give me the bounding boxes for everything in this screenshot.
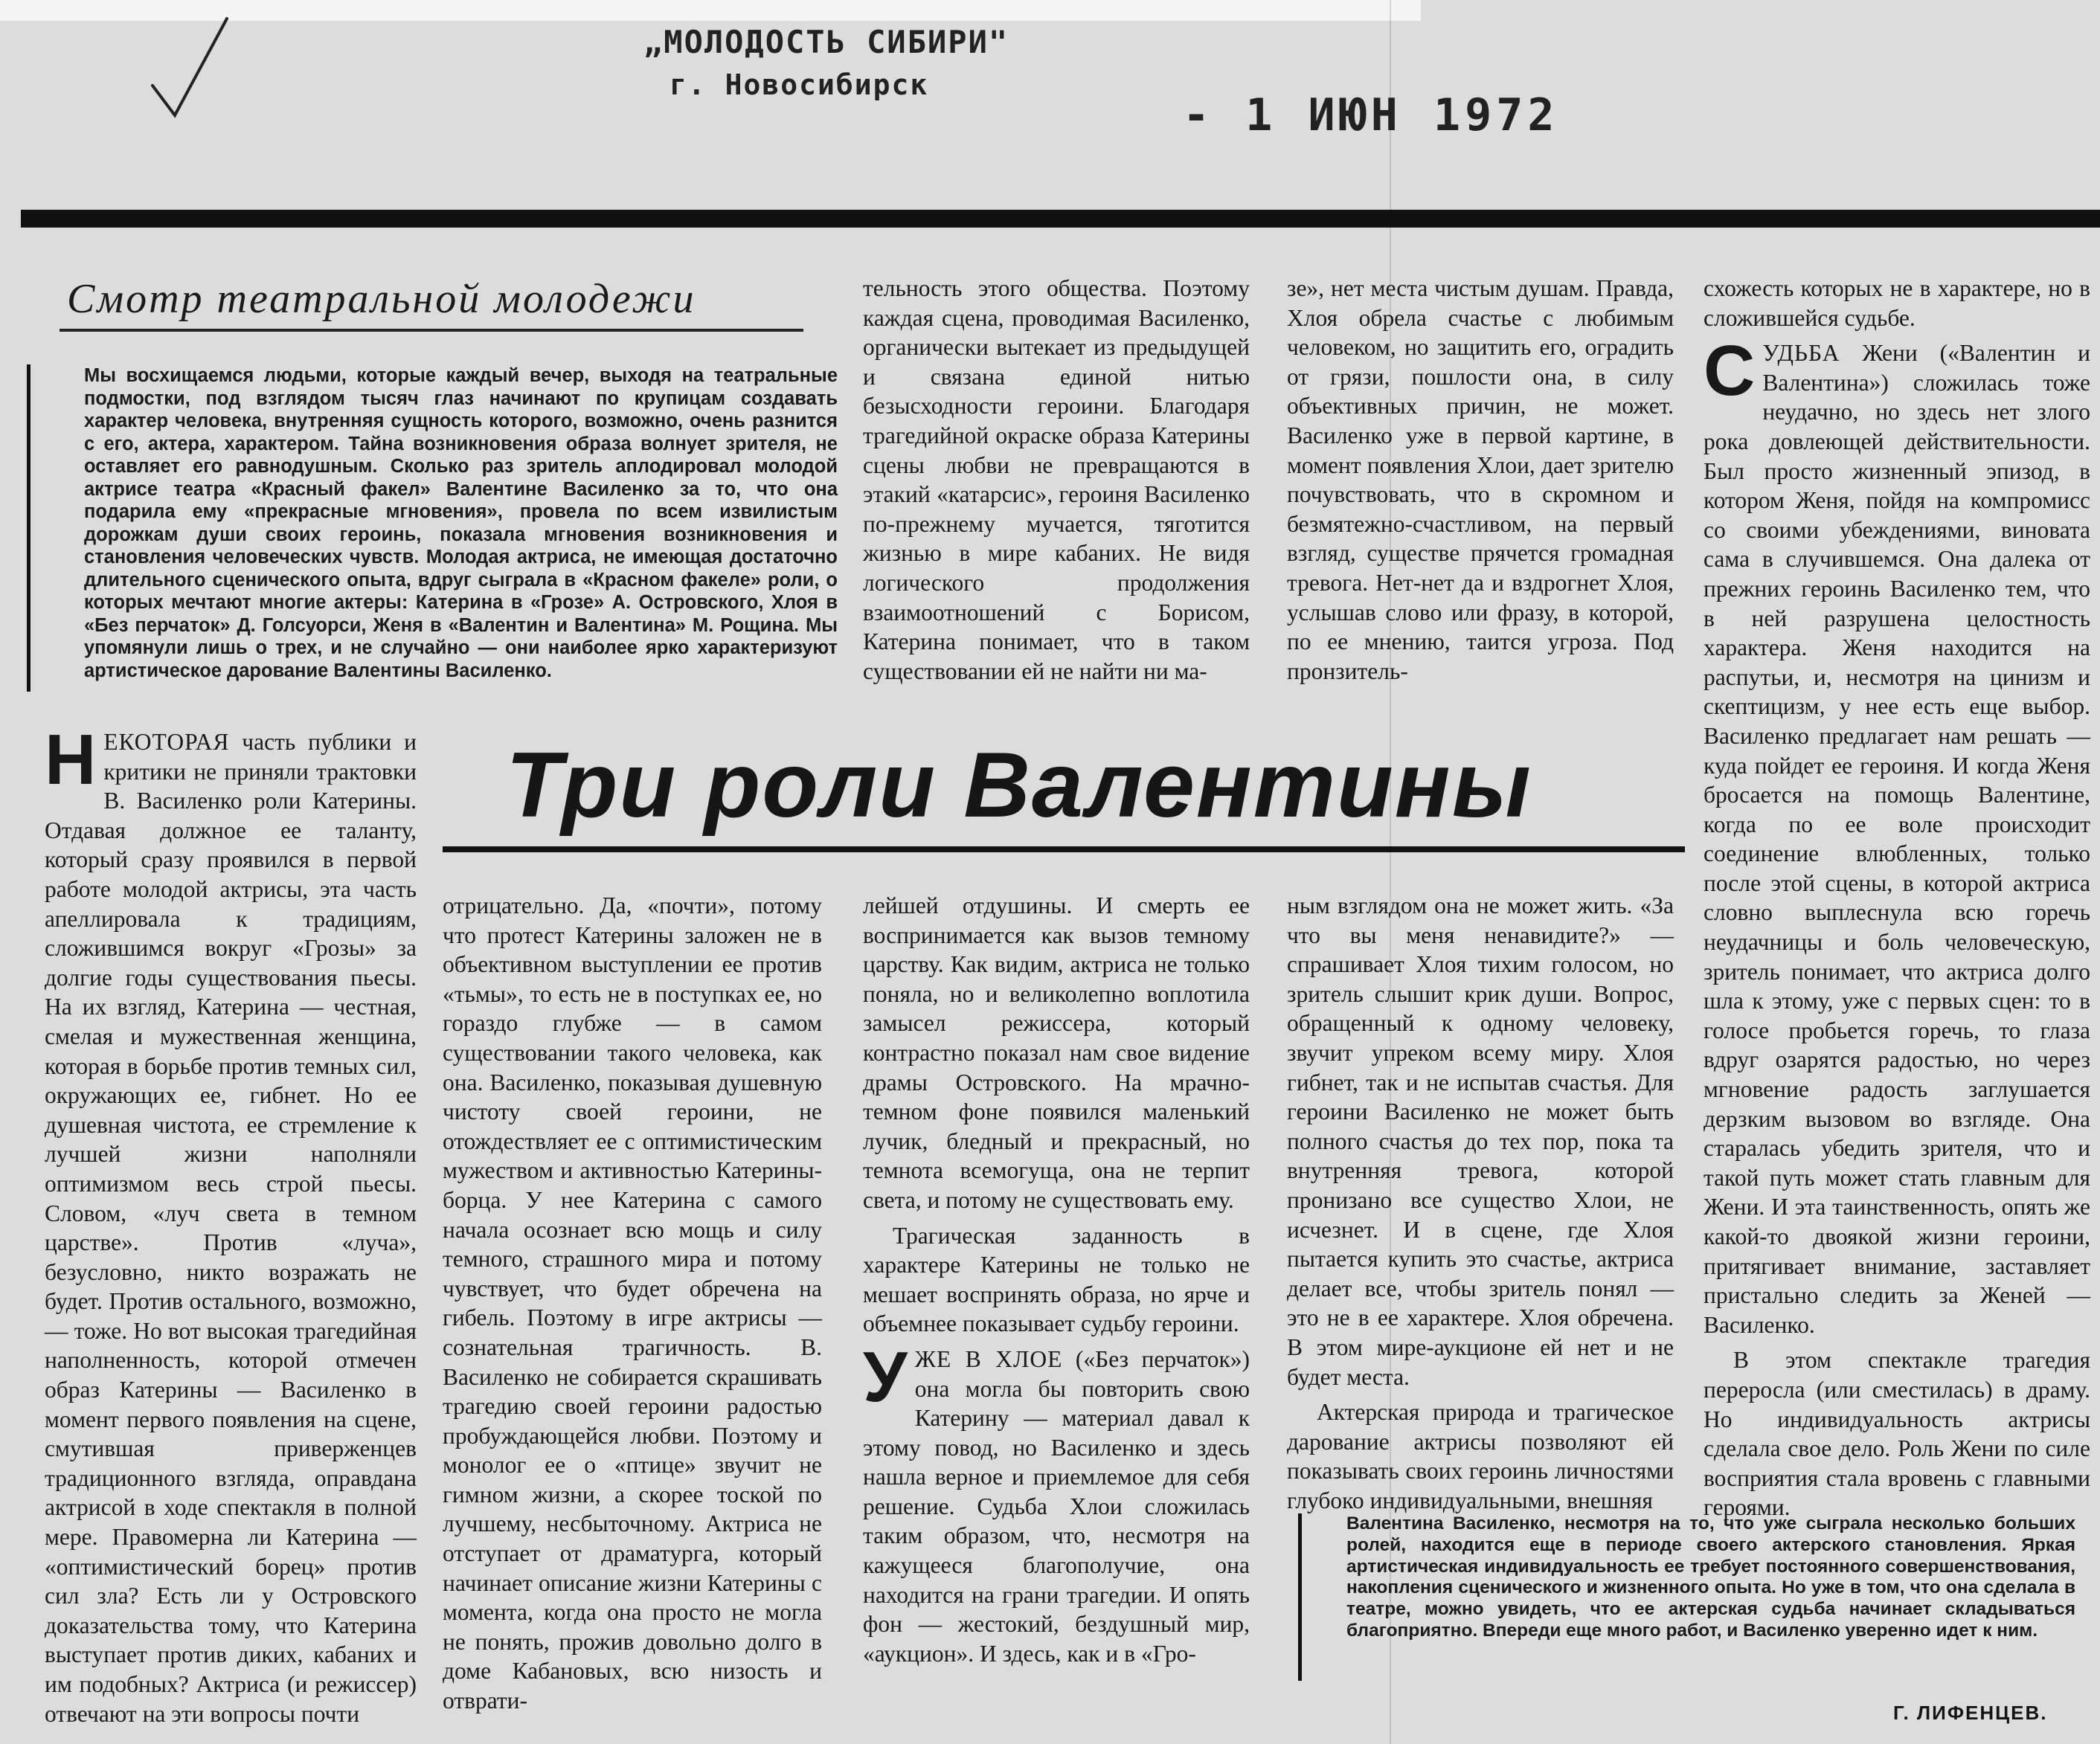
column-text: зе», нет места чистым душам. Правда, Хлоя обрела счастье с любимым человеком, но защитить его, оградить от грязи, пошлости она, в силу объективных причин, не может. Василенко уже в первой картине, в момент появления Хлои, дает зрителю почувствовать, что в скромном и безмятежно-счастливом, на первый взгляд, существе прячется громадная тревога. Нет-нет да и вздрогнет Хлоя, услышав слово или фразу, в которой, по ее мнению, таится угроза. Под пронзитель- bbox=[1287, 275, 1674, 684]
newspaper-name-stamp: „МОЛОДОСТЬ СИБИРИ" bbox=[643, 24, 1009, 60]
column-text: Жени («Валентин и Валентина») сложилась тоже неудачно, но здесь нет злого рока довлеющей действительности. Был просто жизненный эпизод, в котором Женя, пойдя на компромисс со своими убеждениями, виновата сама в случившемся. Она далека от прежних героинь Василенко тем, что в ней разрушена целостность характера. Женя находится на распутьи, и, несмотря на цинизм и скептицизм, у нее есть еще выбор. Василенко предлагает нам решать — куда пойдет ее героиня. И когда Женя бросается на помощь Валентине, когда по ее воле происходит соединение влюбленных, только после этой сцены, в которой актриса словно выплеснула всю горечь неудачницы и боль человеческую, зритель понимает, что актриса долго шла к этому, уже с первых сцен: то в голосе пробьется горечь, то глаза вдруг озарятся радостью, но через мгновение радость заглушается дерзким вызовом во взгляде. Она старалась убедить зрителя, что и такой путь может стать главным для Жени. И эта таинственность, опять же какой-то двоякой жизни героини, притягивает внимание, заставляет пристально следить за Женей — Василенко. bbox=[1704, 340, 2090, 1338]
column-1 bbox=[45, 720, 417, 1734]
column-2 bbox=[443, 891, 822, 1722]
column-4-top bbox=[1287, 274, 1674, 692]
column-text: («Без перчаток») она могла бы повторить свою Катерину — материал давал к этому повод, но Василенко и здесь нашла верное и приемлемое для себя решение. Судьба Хлои сложилась таким образом, что, несмотря на кажущееся благополучие, она находится на грани трагедии. И опять фон — жестокий, бездушный мир, «аукцион». И здесь, как и в «Гро- bbox=[863, 1345, 1250, 1667]
lead-paragraph: Мы восхищаемся людьми, которые каждый вечер, выходя на театральные подмостки, под взглядом тысяч глаз начинают по крупицам создавать характер человека, внутренняя сущность которого, возможно, очень разнится с его, актера, характером. Тайна возникновения образа волнует зрителя, не оставляет его равнодушным. Сколько раз зритель аплодировал молодой актрисе театра «Красный факел» Валентине Василенко за то, что она подарила ему «прекрасные мгновения», провела по всем извилистым дорожкам души своих героинь, показала мгновения возникновения и становления человеческих чувств. Молодая актриса, не имеющая достаточно длительного сценического опыта, вдруг сыграла в «Красном факеле» роли, о которых мечтают многие актеры: Катерина в «Грозе» А. Островского, Хлоя в «Без перчаток» Д. Голсуорси, Женя в «Валентин и Валентина» М. Рощина. Мы упомянули лишь о трех, и не случайно — они наиболее ярко характеризуют артистическое дарование Валентины Василенко. bbox=[27, 364, 838, 692]
rubric-title: Смотр театральной молодежи bbox=[67, 276, 696, 322]
column-4-bottom bbox=[1287, 891, 1674, 1521]
author-signature: Г. ЛИФЕНЦЕВ. bbox=[1893, 1702, 2048, 1724]
column-text: Трагическая заданность в характере Катерины не только не мешает воспринять образа, но ярче и объемнее показывает судьбу героини. bbox=[863, 1222, 1250, 1337]
headline-rule bbox=[443, 846, 1685, 852]
date-stamp: - 1 ИЮН 1972 bbox=[1183, 89, 1559, 141]
top-rule bbox=[21, 210, 2100, 228]
column-text: отрицательно. Да, «почти», потому что протест Катерины заложен не в объективном выступлении ее против «тьмы», то есть не в поступках ее, но гораздо глубже — в самом существовании такого человека, как она. Василенко, показывая душевную чистоту своей героини, не отождествляет ее с оптимистическим мужеством и активностью Катерины-борца. У нее Катерина с самого начала осознает всю мощь и силу темного, страшного мира и потому чувствует, что будет обречена на гибель. Поэтому в игре актрисы — сознательная трагичность. В. Василенко не собирается скрашивать трагедию своей героини радостью пробуждающейся любви. Поэтому и монолог ее о «птице» звучит не гимном жизни, а скорее тоской по лучшему, несбыточному. Актриса не отступает от драматурга, который начинает описание жизни Катерины с момента, когда она просто не могла не понять, прожив довольно долго в доме Кабановых, всю низость и отврати- bbox=[443, 892, 822, 1714]
rubric-underline bbox=[60, 329, 803, 332]
column-text: лейшей отдушины. И смерть ее воспринимается как вызов темному царству. Как видим, актриса не только поняла, но и великолепно воплотила замысел режиссера, который контрастно показал нам свое видение драмы Островского. На мрачно-темном фоне появился маленький лучик, бледный и прекрасный, но темнота всемогуща, она не терпит света, и потому не существовать ему. bbox=[863, 892, 1250, 1213]
column-3-top bbox=[863, 274, 1250, 692]
section-caps: УДЬБА bbox=[1762, 340, 1840, 367]
column-text: Актерская природа и трагическое дарование актрисы позволяют ей показывать своих героинь личностями глубоко индивидуальными, внешняя bbox=[1287, 1399, 1674, 1513]
column-text: тельность этого общества. Поэтому каждая сцена, проводимая Василенко, органически вытекает из предыдущей и связана единой нитью безысходности героини. Благодаря трагедийной окраске образа Катерины сцены любви не превращаются в этакий «катарсис», героиня Василенко по-прежнему мучается, тяготится жизнью в мире кабаних. Не видя логического продолжения взаимоотношений с Борисом, Катерина понимает, что в таком существовании ей не найти ни ма- bbox=[863, 275, 1250, 684]
checkmark-icon bbox=[149, 15, 231, 119]
column-text: ным взглядом она не может жить. «За что вы меня ненавидите?» — спрашивает Хлоя тихим голосом, но зритель слышит крик души. Вопрос, обращенный к одному человеку, звучит упреком всему миру. Хлоя гибнет, так и не испытав счастья. Для героини Василенко не может быть полного счастья до тех пор, пока та внутренняя тревога, которой пронизано все существо Хлои, не исчезнет. И в сцене, где Хлоя пытается купить это счастье, актриса делает все, чтобы зритель понял — это не в ее характере. Хлоя обречена. В этом мире-аукционе ей нет и не будет места. bbox=[1287, 892, 1674, 1390]
article-headline: Три роли Валентины bbox=[506, 734, 1532, 837]
closing-paragraph: Валентина Василенко, несмотря на то, что уже сыграла несколько больших ролей, находится еще в периоде своего актерского становления. Яркая артистическая индивидуальность ее требует постоянного совершенствования, накопления сценического и жизненного опыта. Но уже в том, что она сделала в театре, можно увидеть, что ее актерская судьба начинает складываться благоприятно. Впереди еще много работ, и Василенко уверенно идет к ним. bbox=[1298, 1513, 2075, 1681]
column-text: В этом спектакле трагедия переросла (или сместилась) в драму. Но индивидуальность актрисы сделала свое дело. Роль Жени по силе восприятия стала вровень с главными героями. bbox=[1704, 1347, 2090, 1521]
section-caps: ЖЕ В ХЛОЕ bbox=[914, 1345, 1063, 1372]
column-text: часть публики и критики не приняли трактовки В. Василенко роли Катерины. Отдавая должное ее таланту, который сразу проявился в первой работе молодой актрисы, эта часть апеллировала к традициям, сложившимся вокруг «Грозы» за долгие годы существования пьесы. На их взгляд, Катерина — честная, смелая и мужественная женщина, которая в борьбе против темных сил, окружающих ее, гибнет. Но ее душевная чистота, ее стремление к лучшей жизни наполняли оптимизмом весь строй пьесы. Словом, «луч света в темном царстве». Против «луча», безусловно, никто возражать не будет. Против остального, возможно, — тоже. Но вот высокая трагедийная наполненность, которой отмечен образ Катерины — Василенко в момент первого появления на сцене, смутившая приверженцев традиционного взгляда, оправдана актрисой в ходе спектакля в полной мере. Правомерна ли Катерина — «оптимистический борец» против сил зла? Есть ли у Островского доказательства тому, что Катерина выступает против диких, кабаних и им подобных? Актриса (и режиссер) отвечают на эти вопросы почти bbox=[45, 729, 417, 1727]
lead-caps: ЕКОТОРАЯ bbox=[103, 729, 230, 755]
city-stamp: г. Новосибирск bbox=[670, 68, 929, 101]
column-5 bbox=[1704, 274, 2090, 1528]
dropcap: У bbox=[863, 1336, 908, 1417]
dropcap: Н bbox=[45, 720, 97, 799]
dropcap: С bbox=[1704, 331, 1756, 411]
column-text: схожесть которых не в характере, но в сложившейся судьбе. bbox=[1704, 275, 2090, 331]
column-3-bottom bbox=[863, 891, 1250, 1674]
